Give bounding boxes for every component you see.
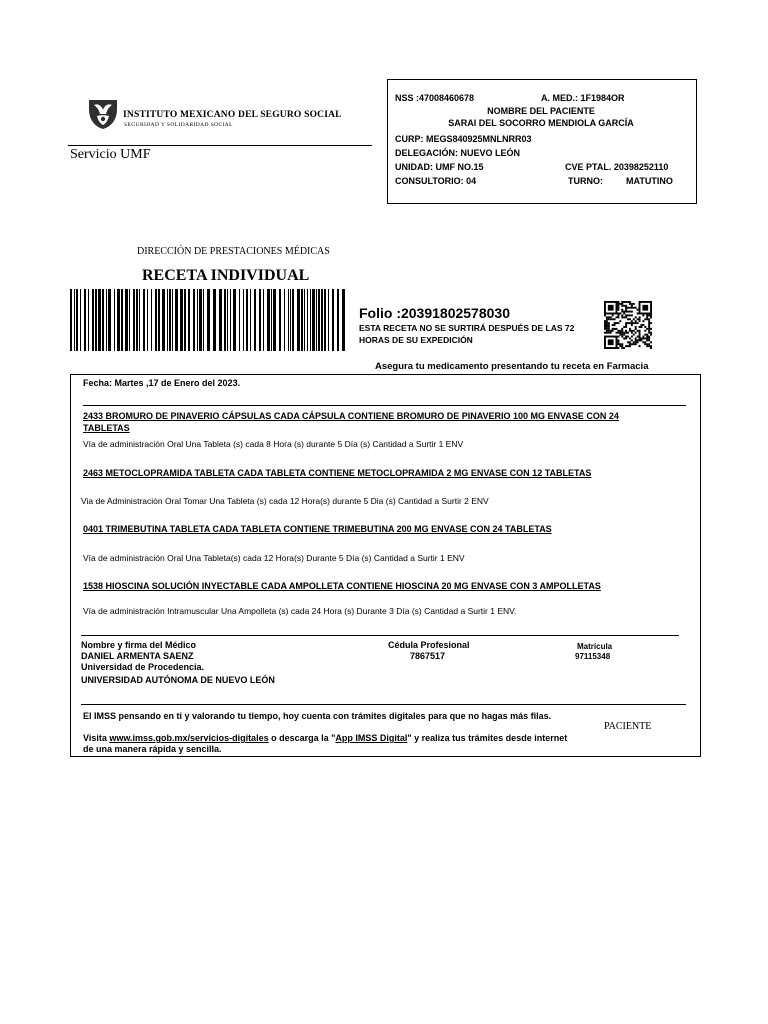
barcode-image <box>70 289 347 351</box>
qr-code <box>604 301 652 349</box>
footer-line3: de una manera rápida y sencilla. <box>83 744 222 754</box>
imss-logo <box>86 97 120 131</box>
doctor-name: DANIEL ARMENTA SAENZ <box>81 651 194 661</box>
matricula-label: Matrícula <box>577 642 613 651</box>
patient-name-label: NOMBRE DEL PACIENTE <box>487 106 595 116</box>
barcode <box>70 289 347 351</box>
medication-3-instructions: Vía de administración Oral Una Tableta(s) cada 12 Hora(s) Durante 5 Día (s) Cantidad a Surtir 1 ENV <box>83 553 465 563</box>
institute-motto: SEGURIDAD Y SOLIDARIDAD SOCIAL <box>124 122 233 128</box>
medication-3-name: 0401 TRIMEBUTINA TABLETA CADA TABLETA CONTIENE TRIMEBUTINA 200 MG ENVASE CON 24 TABLETAS <box>83 524 552 534</box>
signature-divider <box>81 635 679 636</box>
a-med: A. MED.: 1F1984OR <box>541 93 625 103</box>
nss: NSS :47008460678 <box>395 93 475 103</box>
copy-label: PACIENTE <box>604 721 652 732</box>
curp: CURP: MEGS840925MNLNRR03 <box>395 134 532 144</box>
university-name: UNIVERSIDAD AUTÓNOMA DE NUEVO LEÓN <box>81 675 275 685</box>
patient-name: SARAI DEL SOCORRO MENDIOLA GARCÍA <box>448 118 634 128</box>
header-divider <box>68 145 372 146</box>
cedula-label: Cédula Profesional <box>388 640 470 650</box>
app-imss-digital-link[interactable]: App IMSS Digital <box>335 733 408 743</box>
footer-divider <box>81 704 686 705</box>
turno-label: TURNO: <box>568 176 603 186</box>
medication-2-instructions: Via de Administración Oral Tomar Una Tableta (s) cada 12 Hora(s) durante 5 Dia (s) Cantidad a Surtir 2 ENV <box>81 496 489 506</box>
medication-1-name: 2433 BROMURO DE PINAVERIO CÁPSULAS CADA CÁPSULA CONTIENE BROMURO DE PINAVERIO 100 MG ENVASE CON 24 <box>83 411 619 421</box>
footer-visit-prefix: Visita <box>83 733 110 743</box>
consultorio: CONSULTORIO: 04 <box>395 176 477 186</box>
qr-code-image <box>604 301 652 349</box>
medication-4-name: 1538 HIOSCINA SOLUCIÓN INYECTABLE CADA AMPOLLETA CONTIENE HIOSCINA 20 MG ENVASE CON 3 AMPOLLETAS <box>83 581 601 591</box>
institute-name: INSTITUTO MEXICANO DEL SEGURO SOCIAL <box>123 110 342 120</box>
doctor-signature-label: Nombre y firma del Médico <box>81 640 197 650</box>
footer-line2 <box>83 733 567 743</box>
folio: Folio :20391802578030 <box>359 305 510 321</box>
medication-1-instructions: Vía de administración Oral Una Tableta (s) cada 8 Hora (s) durante 5 Día (s) Cantidad a Surtir 1 ENV <box>83 439 464 449</box>
footer-mid-text: o descarga la " <box>268 733 336 743</box>
expiry-notice-line1: ESTA RECETA NO SE SURTIRÁ DESPUÉS DE LAS 72 <box>359 323 575 333</box>
university-label: Universidad de Procedencia. <box>81 662 205 672</box>
medication-2-name: 2463 METOCLOPRAMIDA TABLETA CADA TABLETA CONTIENE METOCLOPRAMIDA 2 MG ENVASE CON 12 TABLETAS <box>83 468 592 478</box>
service-label: Servicio UMF <box>70 147 151 162</box>
turno-value: MATUTINO <box>626 176 673 186</box>
prescription-title: RECETA INDIVIDUAL <box>142 267 310 284</box>
unidad: UNIDAD: UMF NO.15 <box>395 162 484 172</box>
delegacion: DELEGACIÓN: NUEVO LEÓN <box>395 148 521 158</box>
date-divider <box>83 405 686 406</box>
expiry-notice-line2: HORAS DE SU EXPEDICIÓN <box>359 335 473 345</box>
prescription-body-box <box>70 374 701 757</box>
prescription-date: Fecha: Martes ,17 de Enero del 2023. <box>83 378 241 388</box>
cedula-value: 7867517 <box>410 651 446 661</box>
footer-line1: El IMSS pensando en ti y valorando tu tiempo, hoy cuenta con trámites digitales para que no hagas más filas. <box>83 711 552 721</box>
footer-suffix-text: " y realiza tus trámites desde internet <box>407 733 568 743</box>
imss-eagle-icon <box>86 97 120 131</box>
medication-4-instructions: Vía de administración Intramuscular Una Ampolleta (s) cada 24 Hora (s) Durante 3 Día (s) Cantidad a Surtir 1 ENV. <box>83 606 517 616</box>
imss-digital-services-link[interactable]: www.imss.gob.mx/servicios-digitales <box>109 733 269 743</box>
cve-ptal: CVE PTAL. 20398252110 <box>565 162 669 172</box>
pharmacy-note: Asegura tu medicamento presentando tu receta en Farmacia <box>375 361 649 372</box>
medication-1-name-cont: TABLETAS <box>83 423 130 433</box>
direction-label: DIRECCIÓN DE PRESTACIONES MÉDICAS <box>137 246 330 257</box>
matricula-value: 97115348 <box>575 652 611 661</box>
